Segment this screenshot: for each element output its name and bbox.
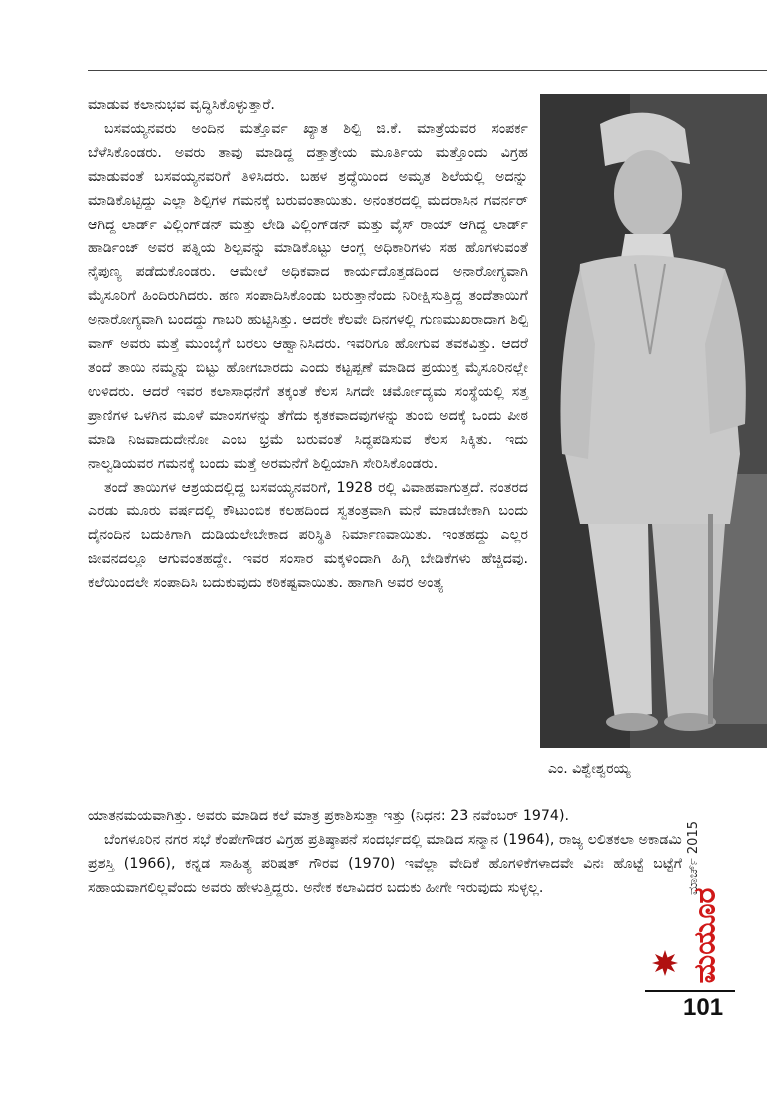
paragraph: ಬೆಂಗಳೂರಿನ ನಗರ ಸಭೆ ಕೆಂಪೇಗೌಡರ ವಿಗ್ರಹ ಪ್ರತಿಷ್ಠಾಪನೆ ಸಂದರ್ಭದಲ್ಲಿ ಮಾಡಿದ ಸನ್ಮಾನ (1964), ರಾಜ್ಯ ಲಲಿತಕಲಾ ಅಕಾಡಮಿ ಪ್ರಶಸ್ತಿ (1966), ಕನ್ನಡ ಸಾಹಿತ್ಯ ಪರಿಷತ್ ಗೌರವ (1970) ಇವೆಲ್ಲಾ ವೇದಿಕೆ ಹೊಗಳಿಕೆಗಳಾದವೇ ವಿನಃ ಹೊಟ್ಟೆ ಬಟ್ಟೆಗೆ ಸಹಾಯವಾಗಲಿಲ್ಲವೆಂದು ಅವರು ಹೇಳುತ್ತಿದ್ದರು. ಅನೇಕ ಕಲಾವಿದರ ಬದುಕು ಹೀಗೇ ಇರುವುದು ಸುಳ್ಳಲ್ಲ.: [88, 831, 682, 896]
issue-date: ಮಾರ್ಚ್ 2015: [686, 821, 701, 895]
magazine-title: ಮಯೂರ: [687, 887, 723, 983]
figure-caption: ಎಂ. ವಿಶ್ವೇಶ್ವರಯ್ಯ: [548, 761, 631, 777]
page-number: 101: [683, 994, 724, 1021]
paragraph-continued: ಯಾತನಮಯವಾಗಿತ್ತು. ಅವರು ಮಾಡಿದ ಕಲೆ ಮಾತ್ರ ಪ್ರಕಾಶಿಸುತ್ತಾ ಇತ್ತು (ನಿಧನ: 23 ನವೆಂಬರ್ 1974).: [88, 808, 570, 824]
article-column: [88, 94, 528, 596]
footer-rule: [645, 990, 735, 992]
star-icon: [652, 950, 678, 976]
statue-illustration: [540, 94, 767, 748]
header-rule: [88, 70, 767, 71]
paragraph: ಬಸವಯ್ಯನವರು ಅಂದಿನ ಮತ್ತೊರ್ವ ಖ್ಯಾತ ಶಿಲ್ಪಿ ಜಿ.ಕೆ. ಮಾತ್ರೆಯವರ ಸಂಪರ್ಕ ಬೆಳೆಸಿಕೊಂಡರು. ಅವರು ತಾವು ಮಾಡಿದ್ದ ದತ್ತಾತ್ರೇಯ ಮೂರ್ತಿಯ ಮತ್ತೊಂದು ವಿಗ್ರಹ ಮಾಡುವಂತೆ ಬಸವಯ್ಯನವರಿಗೆ ತಿಳಿಸಿದರು. ಬಹಳ ಶ್ರದ್ಧೆಯಿಂದ ಅಮೃತ ಶಿಲೆಯಲ್ಲಿ ಅದನ್ನು ಮಾಡಿಕೊಟ್ಟಿದ್ದು ಎಲ್ಲಾ ಶಿಲ್ಪಿಗಳ ಗಮನಕ್ಕೆ ಬರುವಂತಾಯಿತು. ಅನಂತರದಲ್ಲಿ ಮದರಾಸಿನ ಗವರ್ನರ್ ಆಗಿದ್ದ ಲಾರ್ಡ್ ವಿಲ್ಲಿಂಗ್‌ಡನ್ ಮತ್ತು ಲೇಡಿ ವಿಲ್ಲಿಂಗ್‌ಡನ್ ಮತ್ತು ವೈಸ್ ರಾಯ್ ಆಗಿದ್ದ ಲಾರ್ಡ್ ಹಾರ್ಡಿಂಜ್ ಅವರ ಪತ್ನಿಯ ಶಿಲ್ಪವನ್ನು ಮಾಡಿಕೊಟ್ಟು ಆಂಗ್ಲ ಅಧಿಕಾರಿಗಳು ಸಹ ಹೊಗಳುವಂತೆ ನೈಪುಣ್ಯ ಪಡೆದುಕೊಂಡರು. ಆಮೇಲೆ ಅಧಿಕವಾದ ಕಾರ್ಯದೊತ್ತಡದಿಂದ ಅನಾರೋಗ್ಯವಾಗಿ ಮೈಸೂರಿಗೆ ಹಿಂದಿರುಗಿದರು. ಹಣ ಸಂಪಾದಿಸಿಕೊಂಡು ಬರುತ್ತಾನೆಂದು ನಿರೀಕ್ಷಿಸುತ್ತಿದ್ದ ತಂದೆತಾಯಿಗೆ ಅನಾರೋಗ್ಯವಾಗಿ ಬಂದದ್ದು ಗಾಬರಿ ಹುಟ್ಟಿಸಿತ್ತು. ಆದರೇ ಕೆಲವೇ ದಿನಗಳಲ್ಲಿ ಗುಣಮುಖರಾದಾಗ ಶಿಲ್ಪಿ ವಾಗ್ ಅವರು ಮತ್ತೆ ಮುಂಬೈಗೆ ಬರಲು ಆಹ್ವಾನಿಸಿದರು. ಇವರಿಗೂ ಹೋಗುವ ತವಕವಿತ್ತು. ಆದರೆ ತಂದೆ ತಾಯಿ ನಮ್ಮನ್ನು ಬಿಟ್ಟು ಹೋಗಬಾರದು ಎಂದು ಕಟ್ಟಪ್ಪಣೆ ಮಾಡಿದ ಪ್ರಯುಕ್ತ ಮೈಸೂರಿನಲ್ಲೇ ಉಳಿದರು. ಆದರೆ ಇವರ ಕಲಾಸಾಧನೆಗೆ ತಕ್ಕಂತೆ ಕೆಲಸ ಸಿಗದೇ ಚರ್ಮೋದ್ಯಮ ಸಂಸ್ಥೆಯಲ್ಲಿ ಸತ್ತ ಪ್ರಾಣಿಗಳ ಒಳಗಿನ ಮೂಳೆ ಮಾಂಸಗಳನ್ನು ತೆಗೆದು ಕೃತಕವಾದವುಗಳನ್ನು ತುಂಬಿ ಅದಕ್ಕೆ ಒಂದು ಪೀಠ ಮಾಡಿ ನಿಜವಾದುದೇನೋ ಎಂಬ ಭ್ರಮೆ ಬರುವಂತೆ ಸಿದ್ಧಪಡಿಸುವ ಕೆಲಸ ಸಿಕ್ಕಿತು. ಇದು ನಾಲ್ವಡಿಯವರ ಗಮನಕ್ಕೆ ಬಂದು ಮತ್ತೆ ಅರಮನೆಗೆ ಶಿಲ್ಪಿಯಾಗಿ ಸೇರಿಸಿಕೊಂಡರು.: [88, 120, 528, 472]
statue-photo: [540, 94, 767, 748]
paragraph: ತಂದೆ ತಾಯಿಗಳ ಆಶ್ರಯದಲ್ಲಿದ್ದ ಬಸವಯ್ಯನವರಿಗೆ, 1928 ರಲ್ಲಿ ವಿವಾಹವಾಗುತ್ತದೆ. ನಂತರದ ಎರಡು ಮೂರು ವರ್ಷದಲ್ಲಿ ಕೌಟುಂಬಿಕ ಕಲಹದಿಂದ ಸ್ವತಂತ್ರವಾಗಿ ಮನೆ ಮಾಡಬೇಕಾಗಿ ಬಂದು ದೈನಂದಿನ ಬದುಕಿಗಾಗಿ ದುಡಿಯಲೇಬೇಕಾದ ಪರಿಸ್ಥಿತಿ ನಿರ್ಮಾಣವಾಯಿತು. ಇಂತಹದ್ದು ಎಲ್ಲರ ಜೀವನದಲ್ಲೂ ಆಗುವಂತಹದ್ದೇ. ಇವರ ಸಂಸಾರ ಮಕ್ಕಳಿಂದಾಗಿ ಹಿಗ್ಗಿ ಬೇಡಿಕೆಗಳು ಹೆಚ್ಚಿದವು. ಕಲೆಯಿಂದಲೇ ಸಂಪಾದಿಸಿ ಬದುಕುವುದು ಕಠಿಕಷ್ಟವಾಯಿತು. ಹಾಗಾಗಿ ಅವರ ಅಂತ್ಯ: [88, 479, 528, 592]
paragraph-continued: ಮಾಡುವ ಕಲಾನುಭವ ವೃದ್ಧಿಸಿಕೊಳ್ಳುತ್ತಾರೆ.: [88, 97, 275, 113]
magazine-logo: [685, 887, 725, 983]
article-column-full: [88, 805, 682, 901]
